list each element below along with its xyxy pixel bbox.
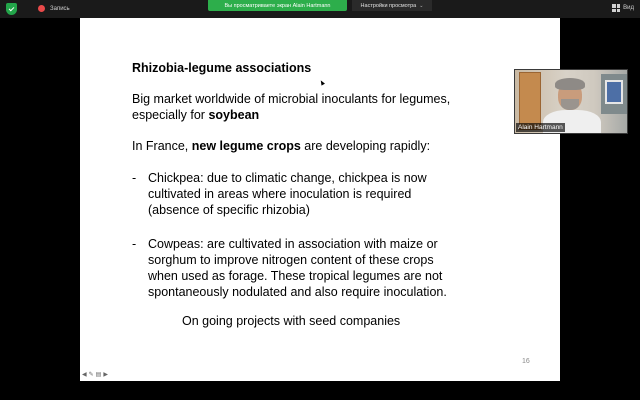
paragraph-france-bold: new legume crops [191, 139, 301, 153]
bullet-line: sorghum to improve nitrogen content of these crops [148, 253, 434, 267]
bullet-line: Chickpea: due to climatic change, chickpea is now [148, 171, 427, 185]
view-options-dropdown[interactable] [352, 0, 432, 11]
video-poster [605, 80, 623, 104]
mouse-cursor-icon [319, 79, 325, 85]
arrow-left-icon[interactable]: ◀ [82, 372, 87, 378]
bullet-dash: - [132, 237, 137, 251]
paragraph-market-bold: soybean [208, 108, 260, 122]
grid-view-icon [612, 4, 620, 12]
paragraph-market-prefix: especially for [132, 108, 209, 122]
bullet-line: spontaneously nodulated and also require inoculation. [148, 285, 447, 299]
recording-label: Запись [50, 5, 70, 12]
paragraph-market-line1: Big market worldwide of microbial inoculants for legumes, [132, 92, 451, 106]
bullet-cowpeas [132, 236, 447, 300]
slides-icon[interactable]: ▤ [95, 372, 102, 378]
bottom-bar [0, 381, 640, 400]
chevron-down-icon: ⌄ [419, 2, 424, 9]
bullet-line: (absence of specific rhizobia) [148, 203, 310, 217]
recording-dot-icon [38, 5, 45, 12]
bullet-line: when used as forage. These tropical legumes are not [148, 269, 443, 283]
security-shield-icon[interactable] [6, 3, 17, 15]
view-options-label: Настройки просмотра [360, 2, 417, 9]
paragraph-market-line2 [132, 107, 450, 123]
paragraph-france-prefix: In France, [132, 139, 192, 153]
slide-nav-controls [82, 372, 108, 379]
bullet-dash: - [132, 171, 137, 185]
recording-indicator[interactable] [38, 5, 70, 12]
closing-line: On going projects with seed companies [182, 314, 401, 328]
participant-name-tag: Alain Hartmann [518, 124, 563, 131]
bullet-chickpea [132, 170, 427, 218]
paragraph-market [132, 91, 450, 123]
view-button-label: Вид [623, 5, 634, 11]
view-button[interactable] [612, 4, 634, 12]
slide-page-number: 16 [522, 358, 530, 365]
bullet-line: cultivated in areas where inoculation is required [148, 187, 412, 201]
video-person-beard [561, 99, 579, 110]
shared-slide [80, 18, 560, 381]
arrow-right-icon[interactable]: ▶ [103, 372, 108, 378]
slide-title: Rhizobia-legume associations [132, 61, 312, 75]
zoom-top-bar [0, 0, 640, 18]
video-door [519, 72, 541, 130]
pen-icon[interactable]: ✎ [88, 372, 94, 378]
participant-video[interactable] [514, 69, 628, 134]
video-person-hair [555, 78, 585, 90]
viewing-screen-banner: Вы просматриваете экран Alain Hartmann [208, 0, 347, 11]
paragraph-france [132, 138, 430, 154]
bullet-line: Cowpeas: are cultivated in association with maize or [148, 237, 438, 251]
paragraph-france-suffix: are developing rapidly: [300, 139, 431, 153]
